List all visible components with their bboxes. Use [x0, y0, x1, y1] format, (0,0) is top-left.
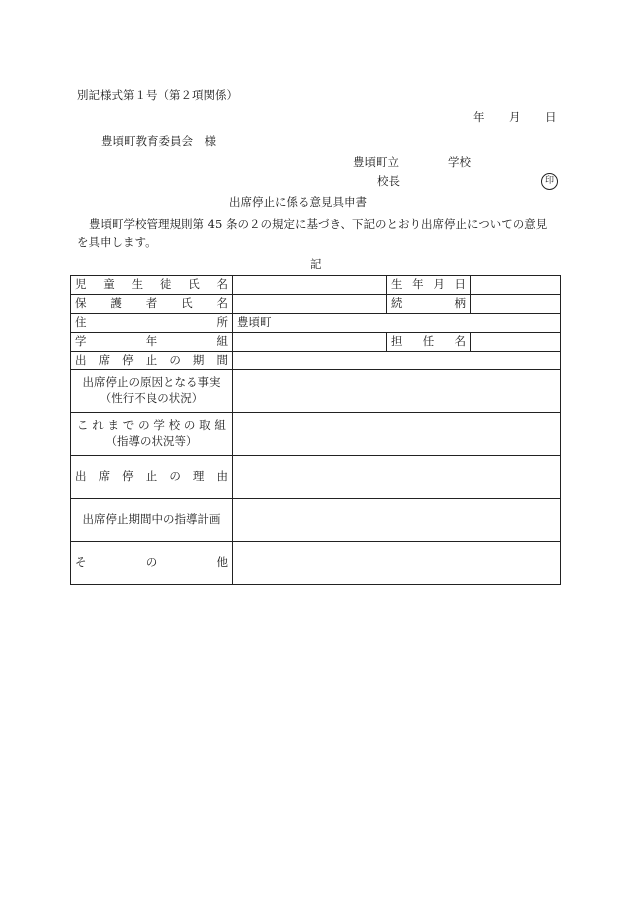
school-suffix: 学校 [448, 155, 471, 169]
addressee: 豊頃町教育委員会 様 [101, 134, 216, 148]
label-char: 年 [145, 334, 158, 349]
label-char: で [122, 418, 135, 433]
date-month-label: 月 [509, 110, 521, 124]
label-char: 生 [391, 277, 403, 292]
principal-label: 校長 [377, 174, 400, 188]
label-char: そ [75, 555, 87, 570]
label-char: 由 [216, 469, 228, 484]
row-student [71, 276, 561, 295]
label-char: 席 [98, 469, 111, 484]
label-char: 所 [216, 315, 228, 330]
guardian-label [71, 295, 233, 314]
label-char: 徒 [159, 277, 172, 292]
reason-chars [75, 469, 228, 485]
teacher-chars [391, 334, 466, 350]
label-char: の [169, 352, 181, 367]
label-char: 止 [145, 469, 158, 484]
period-label [71, 352, 233, 370]
label-char: 取 [199, 418, 211, 433]
cause-line-1: 出席停止の原因となる事実 [82, 375, 221, 390]
label-char: 氏 [181, 296, 193, 311]
address-field[interactable] [233, 314, 561, 333]
label-char: 組 [216, 334, 228, 349]
row-guardian [71, 295, 561, 314]
plan-field[interactable] [233, 499, 561, 542]
label-char: の [145, 555, 158, 570]
application-form-table [70, 275, 561, 585]
address-label [71, 314, 233, 333]
relation-label [387, 295, 471, 314]
label-char: 担 [391, 334, 403, 349]
grade-label [71, 333, 233, 352]
cause-line-2: （性行不良の状況） [99, 391, 204, 405]
body-line-1: 豊頃町学校管理規則第 45 条の２の規定に基づき、下記のとおり出席停止についての意見 [89, 217, 548, 231]
label-char: 組 [214, 418, 226, 433]
label-char: 学 [153, 418, 165, 433]
student-name-label [71, 276, 233, 295]
seal-mark: 印 [541, 173, 558, 190]
guardian-chars [75, 296, 228, 312]
cause-field[interactable] [233, 370, 561, 413]
birthdate-label [387, 276, 471, 295]
label-char: 止 [145, 352, 158, 367]
student-name-field[interactable] [233, 276, 387, 295]
row-cause [71, 370, 561, 413]
label-char: の [183, 418, 196, 433]
label-char: 柄 [454, 296, 466, 311]
label-char: れ [92, 418, 104, 433]
address-chars [75, 315, 228, 331]
label-char: の [138, 418, 150, 433]
row-grade [71, 333, 561, 352]
label-char: こ [77, 418, 89, 433]
ki-label: 記 [310, 257, 322, 271]
row-plan [71, 499, 561, 542]
label-char: 校 [168, 418, 181, 433]
label-char: 者 [145, 296, 158, 311]
teacher-label [387, 333, 471, 352]
label-char: 任 [422, 334, 435, 349]
period-chars [75, 353, 228, 369]
label-char: 護 [110, 296, 122, 311]
label-char: 名 [216, 296, 228, 311]
label-char: の [169, 469, 181, 484]
other-chars [75, 555, 228, 571]
label-char: 続 [391, 296, 403, 311]
grade-field[interactable] [233, 333, 387, 352]
other-field[interactable] [233, 542, 561, 585]
efforts-line-1 [75, 418, 228, 434]
teacher-field[interactable] [471, 333, 561, 352]
label-char: 名 [216, 277, 228, 292]
form-number: 別記様式第１号（第２項関係） [77, 88, 238, 102]
label-char: 停 [122, 469, 134, 484]
period-field[interactable] [233, 352, 561, 370]
row-address [71, 314, 561, 333]
efforts-line-2: （指導の状況等） [105, 434, 198, 448]
document-title: 出席停止に係る意見具申書 [229, 195, 367, 209]
label-char: 出 [75, 352, 87, 367]
label-char: 住 [75, 315, 87, 330]
label-char: 出 [75, 469, 87, 484]
label-char: 年 [412, 277, 424, 292]
label-char: 日 [454, 277, 466, 292]
birthdate-field[interactable] [471, 276, 561, 295]
label-char: 間 [216, 352, 228, 367]
label-char: 児 [75, 277, 87, 292]
row-other [71, 542, 561, 585]
label-char: 他 [216, 555, 228, 570]
label-char: 停 [122, 352, 134, 367]
label-char: ま [107, 418, 120, 433]
row-period [71, 352, 561, 370]
date-year-label: 年 [473, 110, 485, 124]
efforts-field[interactable] [233, 413, 561, 456]
label-char: 氏 [188, 277, 200, 292]
guardian-field[interactable] [233, 295, 387, 314]
address-value: 豊頃町 [237, 315, 272, 330]
efforts-label [71, 413, 233, 456]
label-char: 席 [98, 352, 111, 367]
row-reason [71, 456, 561, 499]
reason-field[interactable] [233, 456, 561, 499]
label-char: 名 [454, 334, 466, 349]
label-char: 期 [192, 352, 205, 367]
label-char: 保 [75, 296, 87, 311]
birthdate-chars [391, 277, 466, 293]
grade-chars [75, 334, 228, 350]
label-char: 理 [192, 469, 205, 484]
school-prefix: 豊頃町立 [353, 155, 399, 169]
label-char: 学 [75, 334, 87, 349]
other-label [71, 542, 233, 585]
relation-chars [391, 296, 466, 312]
relation-field[interactable] [471, 295, 561, 314]
date-day-label: 日 [545, 110, 557, 124]
cause-label [71, 370, 233, 413]
plan-label: 出席停止期間中の指導計画 [71, 499, 233, 542]
label-char: 生 [131, 277, 144, 292]
reason-label [71, 456, 233, 499]
label-char: 童 [103, 277, 115, 292]
row-efforts [71, 413, 561, 456]
body-line-2: を具申します。 [77, 235, 157, 249]
label-char: 月 [433, 277, 445, 292]
student-name-chars [75, 277, 228, 293]
